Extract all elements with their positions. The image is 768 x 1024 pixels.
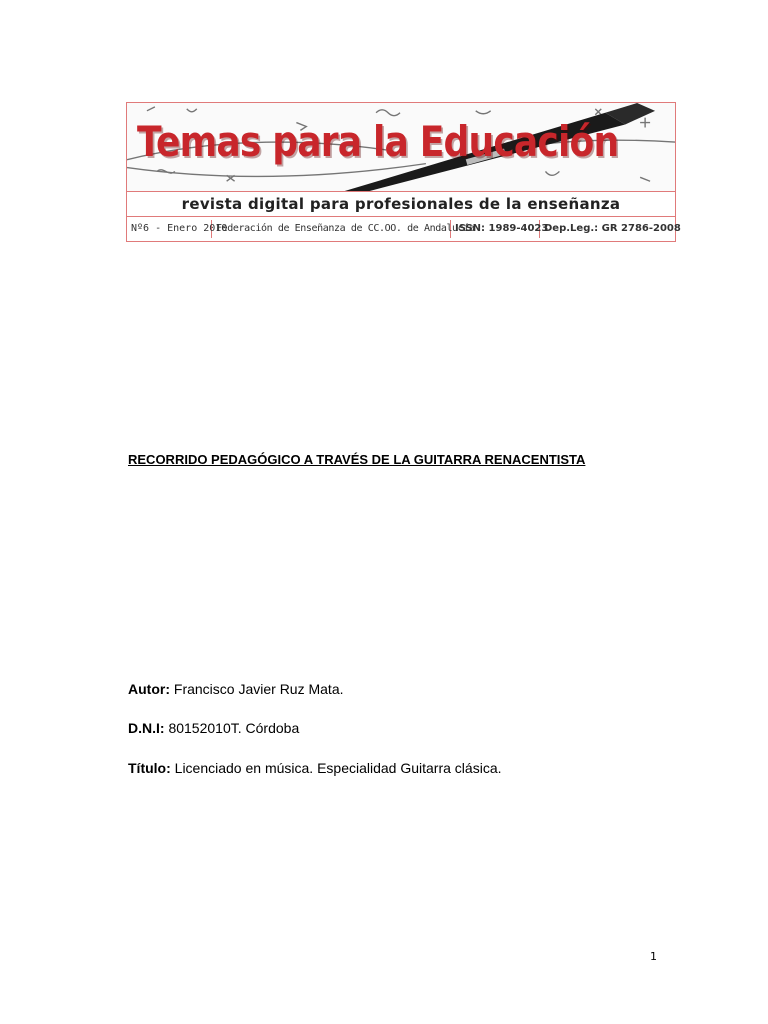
- degree-label: Título:: [128, 760, 171, 776]
- article-title: RECORRIDO PEDAGÓGICO A TRAVÉS DE LA GUITARRA RENACENTISTA: [128, 452, 586, 467]
- legal-deposit: Dep.Leg.: GR 2786-2008: [544, 223, 681, 234]
- issue-number: Nº6 - Enero 2010: [127, 220, 212, 238]
- dni-value: 80152010T. Córdoba: [164, 720, 300, 736]
- author-value: Francisco Javier Ruz Mata.: [170, 681, 344, 697]
- dni-label: D.N.I:: [128, 720, 165, 736]
- masthead-title: Temas para la Educación: [137, 117, 619, 166]
- degree-field: [128, 760, 502, 776]
- issn-number: ISSN: 1989-4023: [451, 220, 540, 238]
- masthead-subtitle: revista digital para profesionales de la enseñanza: [126, 192, 676, 216]
- author-field: [128, 681, 344, 697]
- page-number: 1: [650, 950, 657, 963]
- degree-value: Licenciado en música. Especialidad Guitarra clásica.: [170, 760, 502, 776]
- masthead-info-bar: [126, 216, 681, 242]
- dni-field: [128, 720, 299, 736]
- federation-name: Federación de Enseñanza de CC.OO. de Andalucía: [212, 220, 451, 238]
- masthead-banner: [126, 102, 676, 192]
- author-label: Autor:: [128, 681, 170, 697]
